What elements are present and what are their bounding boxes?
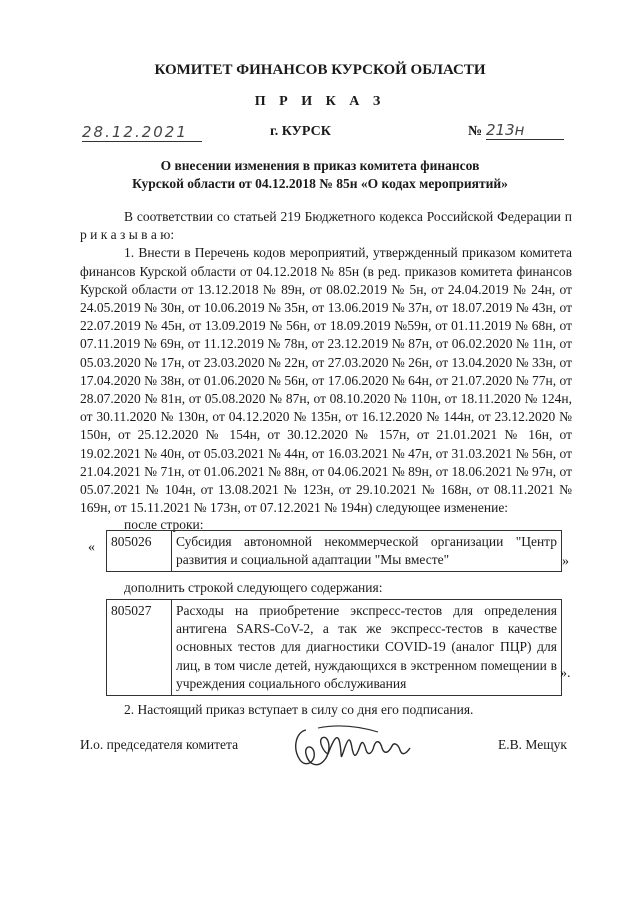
description-cell: Субсидия автономной некоммерческой организации "Центр развития и социальной адаптации "Мы вместе" bbox=[172, 531, 562, 572]
committee-heading: КОМИТЕТ ФИНАНСОВ КУРСКОЙ ОБЛАСТИ bbox=[154, 62, 486, 78]
after-row-label: после строки: bbox=[124, 517, 204, 532]
order-title-line-2: Курской области от 04.12.2018 № 85н «О кодах мероприятий» bbox=[132, 176, 508, 191]
order-city: г. КУРСК bbox=[270, 124, 331, 139]
table-row bbox=[107, 531, 562, 572]
table2-close-quote: ». bbox=[560, 666, 571, 681]
handwritten-signature bbox=[288, 718, 418, 778]
order-title-line-1: О внесении изменения в приказ комитета финансов bbox=[160, 158, 480, 173]
table-row bbox=[107, 600, 562, 696]
order-date: 28.12.2021 bbox=[82, 123, 202, 142]
signer-name: Е.В. Мещук bbox=[498, 737, 567, 752]
point-1-paragraph: 1. Внести в Перечень кодов мероприятий, утвержденный приказом комитета финансов Курской области от 04.12.2018 № 85н (в ред. приказов комитета финансов Курской области от 13.12.2018 № 89н, от 08.02.2019 № 5н, от 24.04.2019 № 24н, от 24.05.2019 № 30н, от 10.06.2019 № 35н, от 13.06.2019 № 37н, от 18.07.2019 № 43н, от 22.07.2019 № 45н, от 13.09.2019 № 56н, от 18.09.2019 №59н, от 01.11.2019 № 68н, от 07.11.2019 № 69н, от 11.12.2019 № 78н, от 23.12.2019 № 87н, от 06.02.2020 № 11н, от 05.03.2020 № 17н, от 23.03.2020 № 22н, от 27.03.2020 № 26н, от 13.04.2020 № 33н, от 17.04.2020 № 38н, от 01.06.2020 № 56н, от 17.06.2020 № 64н, от 21.07.2020 № 77н, от 28.07.2020 № 81н, от 05.08.2020 № 87н, от 08.10.2020 № 110н, от 18.11.2020 № 124н, от 30.11.2020 № 130н, от 04.12.2020 № 135н, от 16.12.2020 № 144н, от 23.12.2020 № 150н, от 25.12.2020 № 154н, от 30.12.2020 № 157н, от 21.01.2021 № 16н, от 19.02.2021 № 40н, от 05.03.2021 № 44н, от 16.03.2021 № 47н, от 31.03.2021 № 56н, от 21.04.2021 № 71н, от 01.06.2021 № 88н, от 04.06.2021 № 89н, от 18.06.2021 № 97н, от 05.07.2021 № 104н, от 13.08.2021 № 123н, от 29.10.2021 № 168н, от 08.11.2021 № 169н, от 15.11.2021 № 173н, от 07.12.2021 № 194н) следующее изменение: bbox=[80, 245, 572, 516]
order-number: 213н bbox=[486, 121, 564, 140]
code-cell: 805027 bbox=[107, 600, 172, 696]
intro-paragraph: В соответствии со статьей 219 Бюджетного кодекса Российской Федерации п р и к а з ы в а ю: bbox=[80, 209, 572, 243]
code-table-new bbox=[106, 599, 562, 696]
table1-close-quote: » bbox=[562, 554, 569, 569]
point-2-paragraph: 2. Настоящий приказ вступает в силу со дня его подписания. bbox=[124, 702, 474, 717]
description-cell: Расходы на приобретение экспресс-тестов для определения антигена SARS-CoV-2, а так же экспресс-тестов в качестве основных тестов для диагностики COVID-19 (аналог ПЦР) для лиц, в том числе детей, нуждающихся в экстренном помещении в учреждения социального обслуживания bbox=[172, 600, 562, 696]
add-row-label: дополнить строкой следующего содержания: bbox=[124, 580, 383, 595]
code-cell: 805026 bbox=[107, 531, 172, 572]
table1-open-quote: « bbox=[88, 540, 95, 555]
order-body bbox=[80, 208, 572, 517]
order-number-sign: № bbox=[468, 124, 483, 139]
order-heading: П Р И К А З bbox=[254, 94, 386, 109]
code-table-existing bbox=[106, 530, 562, 572]
signer-position: И.о. председателя комитета bbox=[80, 737, 239, 752]
order-title bbox=[0, 157, 640, 193]
